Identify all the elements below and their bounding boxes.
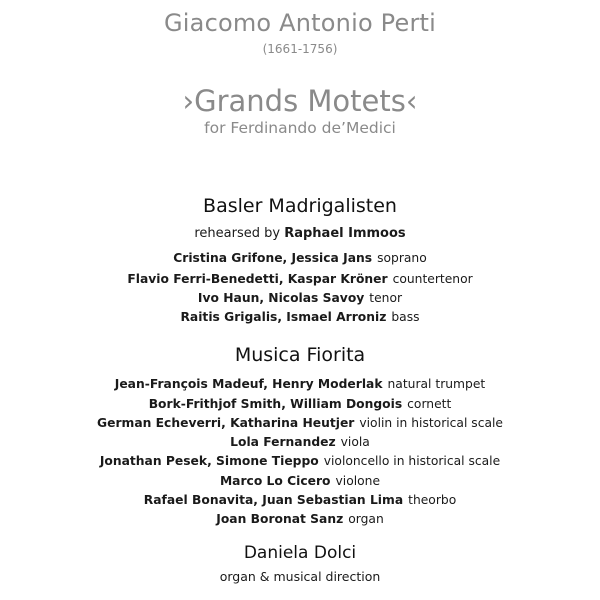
orchestra-member-row — [0, 490, 600, 510]
member-role: tenor — [369, 291, 403, 305]
member-role: soprano — [377, 251, 427, 265]
choir-member-row — [0, 307, 600, 327]
orchestra-member-row — [0, 471, 600, 491]
rehearsed-prefix: rehearsed by — [194, 226, 281, 241]
member-names: Jean-François Madeuf, Henry Moderlak — [114, 377, 383, 391]
work-subtitle: for Ferdinando de’Medici — [204, 119, 396, 137]
member-names: Flavio Ferri-Benedetti, Kaspar Kröner — [127, 272, 388, 286]
work-title: ›Grands Motets‹ — [182, 84, 418, 118]
member-names: Raitis Grigalis, Ismael Arroniz — [180, 310, 387, 324]
member-names: Rafael Bonavita, Juan Sebastian Lima — [143, 493, 404, 507]
orchestra-member-row — [0, 413, 600, 433]
orchestra-member-row — [0, 451, 600, 471]
member-role: countertenor — [392, 272, 473, 286]
member-names: Jonathan Pesek, Simone Tieppo — [99, 454, 319, 468]
member-role: viola — [340, 435, 370, 449]
member-role: cornett — [407, 397, 452, 411]
choir-member-row — [0, 269, 600, 289]
member-names: Ivo Haun, Nicolas Savoy — [197, 291, 365, 305]
member-role: theorbo — [408, 493, 457, 507]
member-role: bass — [391, 310, 420, 324]
choir-member-row — [0, 288, 600, 308]
member-names: German Echeverri, Katharina Heutjer — [97, 416, 355, 430]
member-role: violin in historical scale — [359, 416, 503, 430]
member-role: natural trumpet — [387, 377, 486, 391]
orchestra-member-row — [0, 509, 600, 529]
orchestra-name: Musica Fiorita — [234, 344, 366, 366]
orchestra-member-row — [0, 394, 600, 414]
rehearsal-director: Raphael Immoos — [284, 226, 406, 241]
composer-name: Giacomo Antonio Perti — [164, 9, 436, 37]
member-role: organ — [348, 512, 384, 526]
member-names: Cristina Grifone, Jessica Jans — [173, 251, 373, 265]
director-role: organ & musical direction — [219, 569, 381, 584]
composer-dates: (1661-1756) — [262, 42, 338, 56]
orchestra-member-row — [0, 432, 600, 452]
member-role: violone — [335, 474, 381, 488]
choir-name: Basler Madrigalisten — [203, 195, 397, 217]
member-role: violoncello in historical scale — [323, 454, 501, 468]
choir-member-row — [0, 248, 600, 268]
rehearsal-credit — [0, 226, 600, 241]
orchestra-member-row — [0, 374, 600, 394]
member-names: Joan Boronat Sanz — [216, 512, 344, 526]
member-names: Marco Lo Cicero — [219, 474, 331, 488]
member-names: Bork-Frithjof Smith, William Dongois — [148, 397, 403, 411]
director-name: Daniela Dolci — [243, 543, 357, 563]
member-names: Lola Fernandez — [230, 435, 336, 449]
